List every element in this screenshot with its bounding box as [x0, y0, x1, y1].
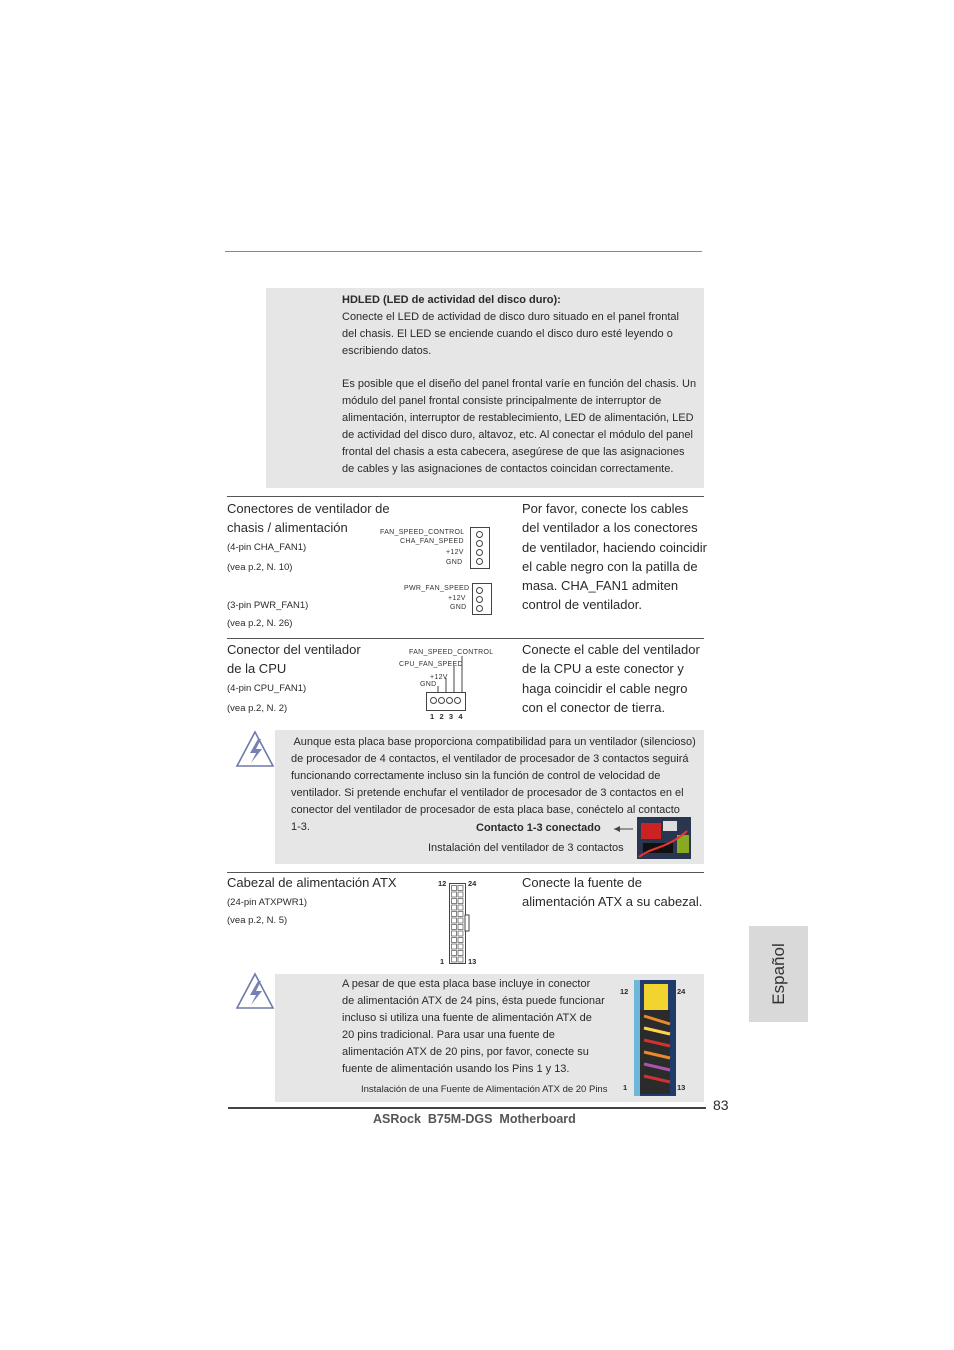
warning-line: fuente de alimentación usando los Pins 1 y 13.	[342, 1063, 570, 1075]
warning-line: ventilador. Si pretende enchufar el ventilador de procesador de 3 contactos en el	[291, 787, 684, 799]
hdled-note-line: alimentación, interruptor de restablecimiento, LED de alimentación, LED	[342, 412, 694, 424]
warning-line: 1-3.	[291, 821, 310, 833]
pin-label: 24	[677, 987, 686, 996]
warning-line: 20 pins tradicional. Para usar una fuente de	[342, 1029, 555, 1041]
desc-line: alimentación ATX a su cabezal.	[522, 894, 703, 910]
cpu-label: CPU_FAN_SPEED	[399, 661, 463, 668]
cpu-label: +12V	[430, 674, 448, 681]
divider	[227, 638, 704, 639]
desc-line: Por favor, conecte los cables	[522, 501, 689, 516]
pin	[454, 697, 461, 704]
top-rule	[225, 251, 702, 252]
warning-line: de alimentación ATX de 24 pins, ésta puede funcionar	[342, 995, 605, 1007]
pin-label: 13	[468, 957, 477, 966]
atx-description	[522, 873, 712, 912]
cpu-fan-title-line: Conector del ventilador	[227, 642, 361, 657]
chassis-fan-title-line: chasis / alimentación	[227, 520, 348, 536]
cha-label: +12V	[446, 549, 464, 556]
cpu-fan-ref: (vea p.2, N. 2)	[227, 703, 288, 714]
desc-line: Conecte el cable del ventilador	[522, 642, 700, 657]
pin-label: 24	[468, 879, 477, 888]
pin-label: 1	[623, 1083, 628, 1092]
hdled-note-line: Es posible que el diseño del panel frontal varíe en función del chasis. Un	[342, 378, 697, 390]
desc-line: Conecte la fuente de	[522, 875, 642, 890]
hdled-note-line: frontal del chasis a esta cabecera, asegúrese de que las asignaciones	[342, 446, 685, 458]
pin	[446, 697, 453, 704]
chassis-fan-title	[227, 499, 390, 538]
language-tab	[749, 926, 808, 1022]
language-tab-label: Español	[768, 943, 788, 1005]
warning-line: funcionando correctamente incluso sin la función de control de velocidad de	[291, 770, 661, 782]
pin-label: 13	[677, 1083, 686, 1092]
fan-connector-photo	[637, 817, 691, 859]
warning-line: conector del ventilador de procesador de esta placa base, conéctelo al contacto	[291, 804, 680, 816]
chassis-fan-description	[522, 499, 712, 615]
cpu-pin-numbers: 1 2 3 4	[430, 712, 465, 721]
pin-label: 12	[620, 987, 629, 996]
pin	[476, 596, 483, 603]
pwr-label: GND	[450, 604, 467, 611]
desc-line: masa. CHA_FAN1 admiten	[522, 578, 679, 594]
pwr-label: +12V	[448, 595, 466, 602]
footer-title: ASRock B75M-DGS Motherboard	[373, 1112, 576, 1126]
hdled-note-line: de cables y las asignaciones de contactos coincidan correctamente.	[342, 463, 674, 475]
chassis-fan-title-line: Conectores de ventilador de	[227, 501, 390, 516]
hdled-title: HDLED (LED de actividad del disco duro):	[342, 294, 561, 306]
atx-pin: (24-pin ATXPWR1)	[227, 897, 308, 908]
pwr-fan-pin: (3-pin PWR_FAN1)	[227, 600, 309, 611]
atx-warning-text	[342, 976, 622, 1078]
atx-warning-caption: Instalación de una Fuente de Alimentación ATX de 20 Pins	[361, 1084, 608, 1095]
warning-icon	[234, 971, 276, 1011]
pin	[476, 558, 483, 565]
pin	[476, 531, 483, 538]
warning-icon	[234, 729, 276, 769]
warning-line: Aunque esta placa base proporciona compatibilidad para un ventilador (silencioso)	[291, 736, 696, 748]
warning-line: incluso si utiliza una fuente de alimentación ATX de	[342, 1012, 592, 1024]
contact-label: Contacto 1-3 conectado	[476, 822, 601, 834]
desc-line: haga coincidir el cable negro	[522, 680, 688, 696]
pin	[476, 540, 483, 547]
desc-line: de la CPU a este conector y	[522, 661, 684, 677]
pin	[430, 697, 437, 704]
cpu-fan-title	[227, 640, 361, 679]
pwr-fan-ref: (vea p.2, N. 26)	[227, 618, 293, 629]
cha-label: CHA_FAN_SPEED	[400, 538, 464, 545]
cpu-fan-leads	[428, 656, 468, 694]
desc-line: de ventilador, haciendo coincidir	[522, 539, 708, 555]
arrow-icon	[612, 824, 634, 834]
hdled-note-line: de actividad del disco duro, altavoz, etc. Al conectar el módulo del panel	[342, 429, 693, 441]
cha-fan-pin: (4-pin CHA_FAN1)	[227, 542, 307, 553]
cha-fan-ref: (vea p.2, N. 10)	[227, 562, 293, 573]
footer-rule	[228, 1107, 706, 1109]
desc-line: del ventilador a los conectores	[522, 520, 698, 536]
cpu-label: GND	[420, 681, 437, 688]
hdled-line: escribiendo datos.	[342, 345, 432, 357]
warning-line: A pesar de que esta placa base incluye in conector	[342, 978, 591, 990]
hdled-line: Conecte el LED de actividad de disco duro situado en el panel frontal	[342, 311, 679, 323]
divider	[227, 496, 704, 497]
pin-label: 1	[440, 957, 445, 966]
pin	[476, 587, 483, 594]
cha-label: FAN_SPEED_CONTROL	[380, 529, 465, 536]
cpu-label: FAN_SPEED_CONTROL	[409, 649, 494, 656]
atx-connector-photo	[634, 980, 676, 1096]
warning-line: alimentación ATX de 20 pins, por favor, conecte su	[342, 1046, 589, 1058]
pin	[438, 697, 445, 704]
pin	[476, 549, 483, 556]
pin	[476, 605, 483, 612]
cpu-fan-pin: (4-pin CPU_FAN1)	[227, 683, 307, 694]
atx-title: Cabezal de alimentación ATX	[227, 875, 397, 890]
page-number: 83	[713, 1097, 729, 1113]
pwr-label: PWR_FAN_SPEED	[404, 585, 470, 592]
hdled-section	[342, 292, 712, 478]
desc-line: con el conector de tierra.	[522, 699, 666, 715]
desc-line: control de ventilador.	[522, 597, 642, 613]
cpu-fan-description	[522, 640, 712, 717]
warning-line: de procesador de 4 contactos, el ventilador de procesador de 3 contactos seguirá	[291, 753, 689, 765]
atx-ref: (vea p.2, N. 5)	[227, 915, 288, 926]
cha-label: GND	[446, 559, 463, 566]
desc-line: el cable negro con la patilla de	[522, 558, 698, 574]
atx-connector	[449, 883, 471, 965]
hdled-note-line: módulo del panel frontal consiste principalmente de interruptor de	[342, 395, 662, 407]
hdled-line: del chasis. El LED se enciende cuando el disco duro esté leyendo o	[342, 328, 673, 340]
cpu-warning-caption: Instalación del ventilador de 3 contactos	[428, 842, 624, 854]
pin-label: 12	[438, 879, 447, 888]
cpu-fan-title-line: de la CPU	[227, 661, 287, 677]
